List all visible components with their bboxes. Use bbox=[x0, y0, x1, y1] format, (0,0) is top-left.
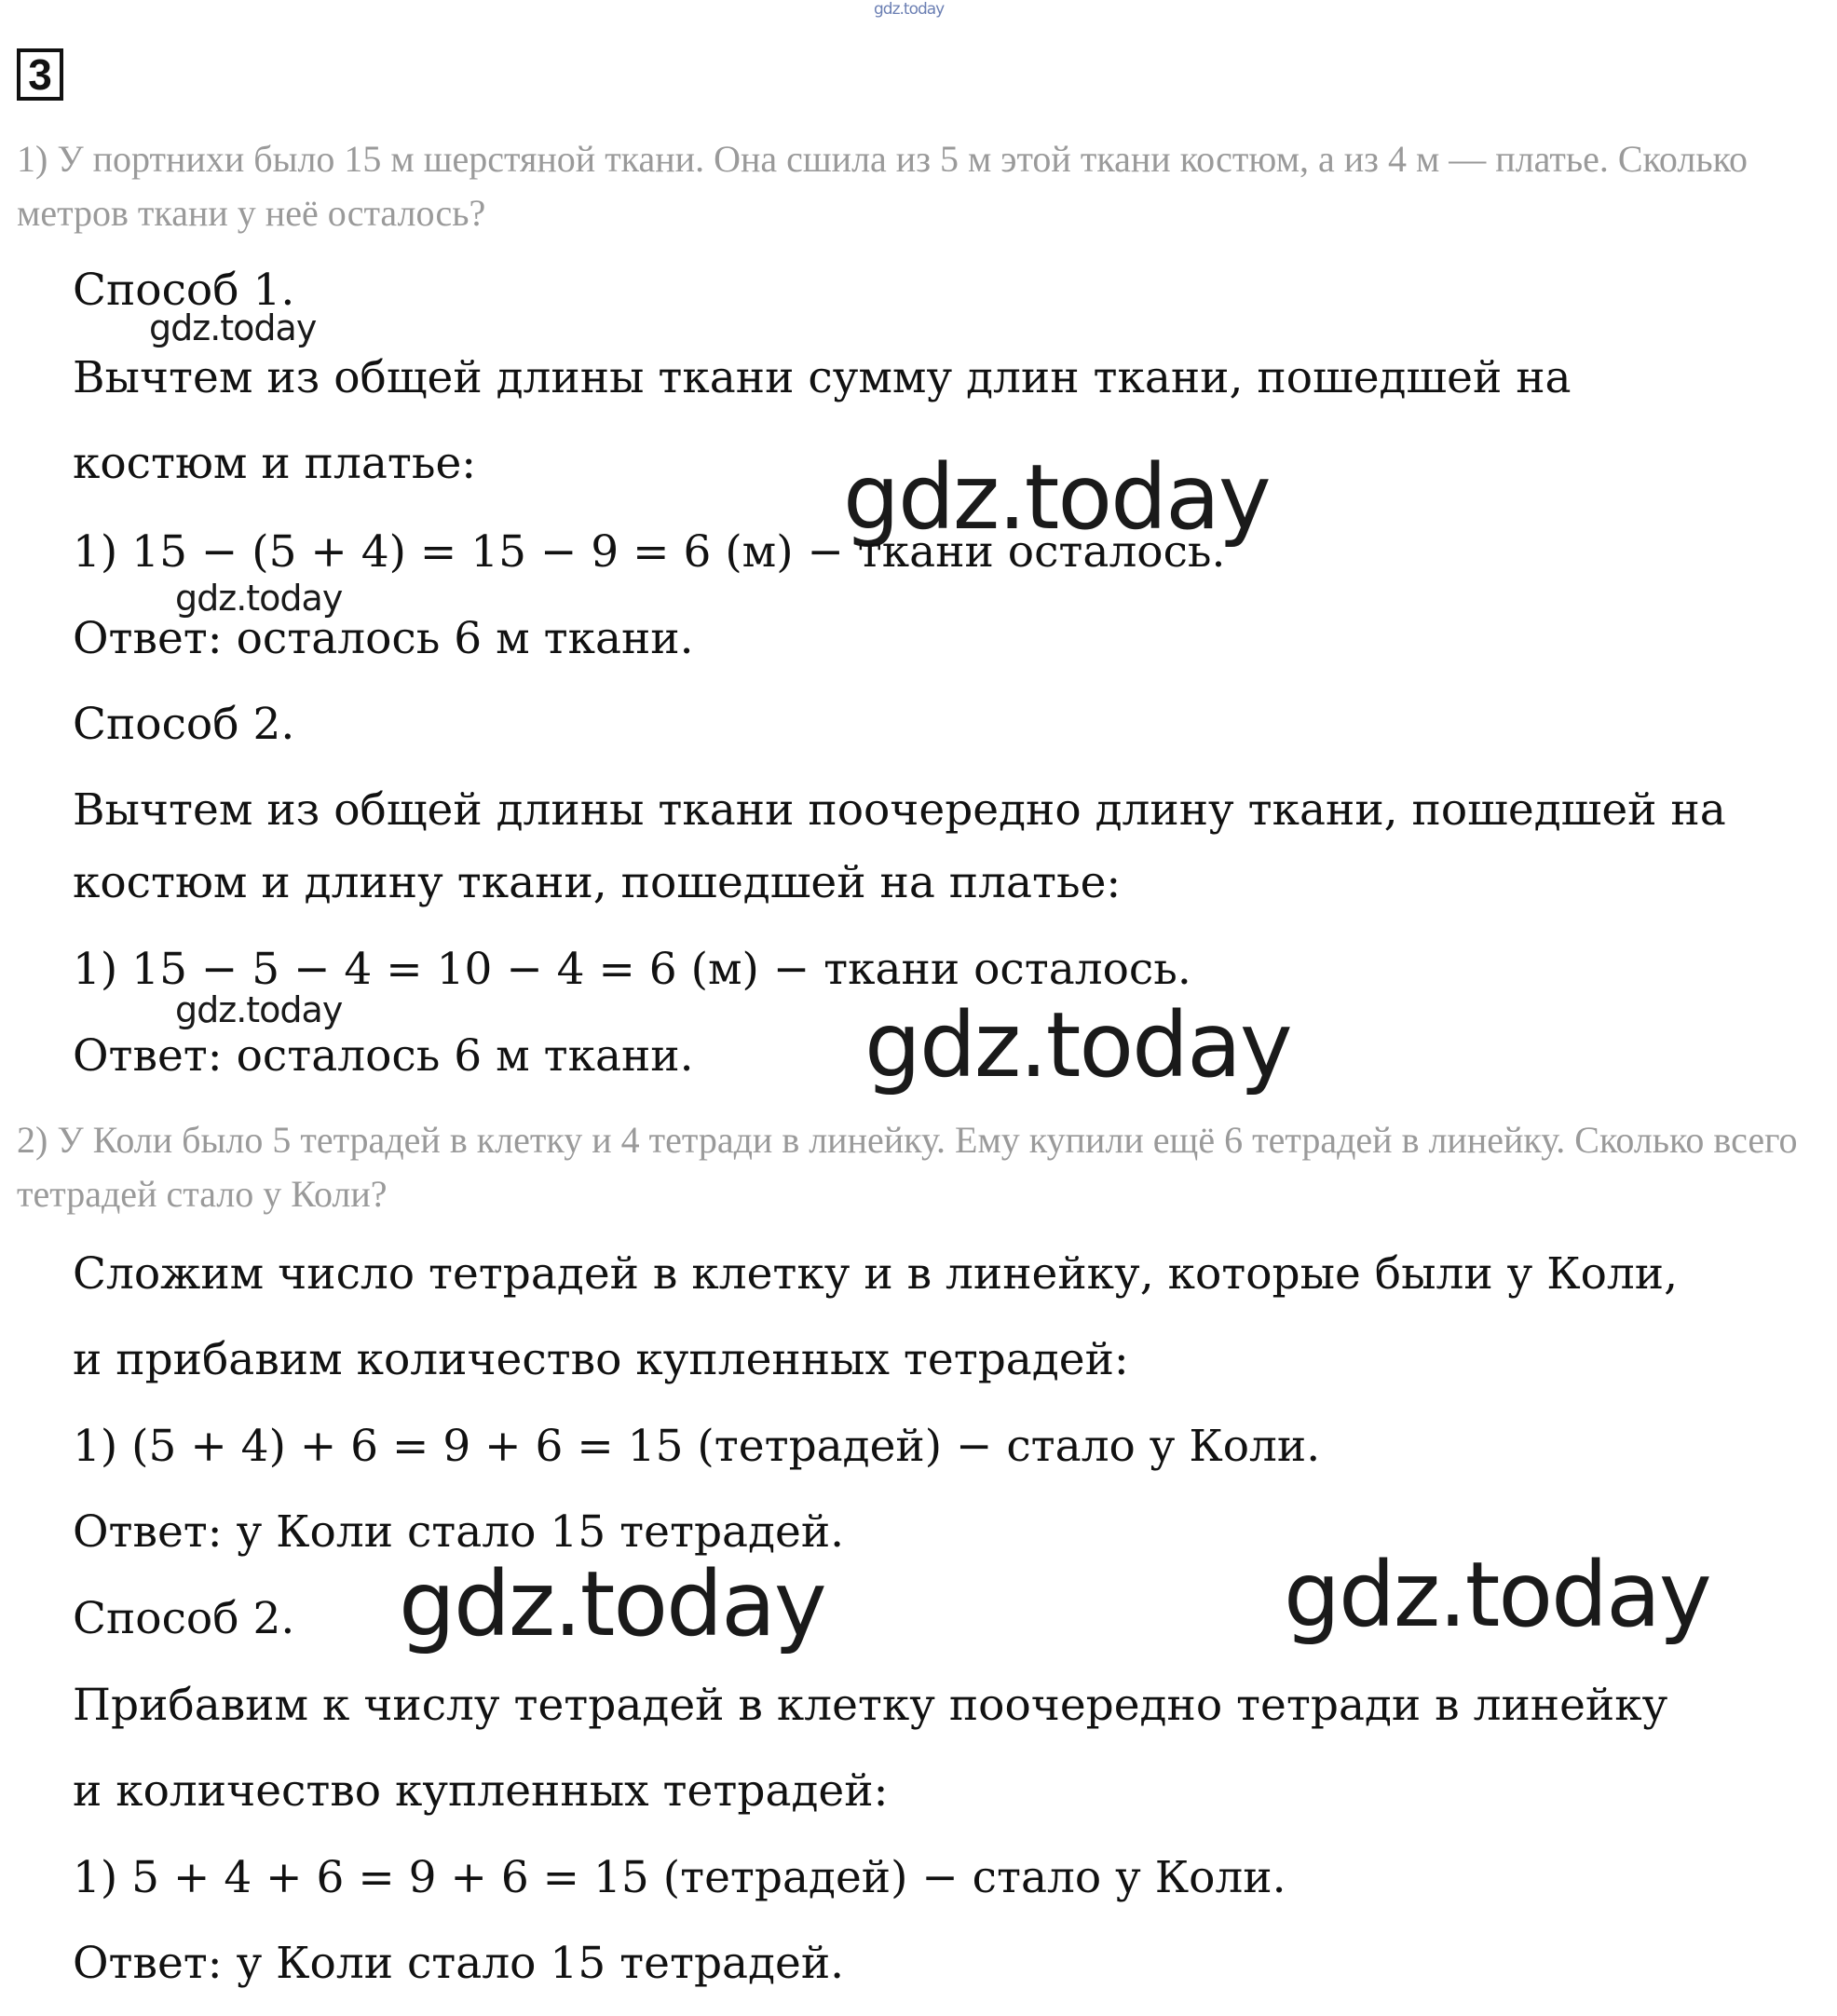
watermark: gdz.today bbox=[175, 578, 343, 619]
task-2-method-2-description-line-1: Прибавим к числу тетрадей в клетку поочередно тетради в линейку bbox=[73, 1680, 1668, 1731]
method-1-description-line-1: Вычтем из общей длины ткани сумму длин ткани, пошедшей на bbox=[73, 352, 1572, 403]
watermark: gdz.today bbox=[864, 993, 1291, 1097]
method-1-title: Способ 1. bbox=[73, 265, 295, 316]
method-1-description-line-2: костюм и платье: bbox=[73, 438, 477, 489]
method-1-calculation: 1) 15 − (5 + 4) = 15 − 9 = 6 (м) − ткани осталось. bbox=[73, 526, 1226, 578]
method-1-answer: Ответ: осталось 6 м ткани. bbox=[73, 613, 694, 664]
task-2-method-2-title: Способ 2. bbox=[73, 1593, 295, 1644]
task-2-text: 2) У Коли было 5 тетрадей в клетку и 4 тетради в линейку. Ему купили ещё 6 тетрадей в линейку. Сколько всего тетрадей стало у Коли? bbox=[17, 1119, 1798, 1215]
task-2-answer: Ответ: у Коли стало 15 тетрадей. bbox=[73, 1506, 845, 1558]
task-2-calculation: 1) (5 + 4) + 6 = 9 + 6 = 15 (тетрадей) − стало у Коли. bbox=[73, 1421, 1321, 1472]
task-1-text: 1) У портнихи было 15 м шерстяной ткани. Она сшила из 5 м этой ткани костюм, а из 4 м — платье. Сколько метров ткани у неё осталось? bbox=[17, 138, 1749, 234]
exercise-number: 3 bbox=[17, 48, 63, 101]
watermark: gdz.today bbox=[399, 1552, 825, 1656]
method-2-calculation: 1) 15 − 5 − 4 = 10 − 4 = 6 (м) − ткани осталось. bbox=[73, 944, 1191, 995]
task-2-method-2-answer: Ответ: у Коли стало 15 тетрадей. bbox=[73, 1938, 845, 1989]
header-watermark: gdz.today bbox=[874, 0, 945, 19]
task-2-method-2-description-line-2: и количество купленных тетрадей: bbox=[73, 1765, 889, 1817]
watermark: gdz.today bbox=[843, 445, 1270, 550]
watermark: gdz.today bbox=[149, 307, 317, 348]
watermark: gdz.today bbox=[175, 989, 343, 1030]
task-2-description-line-1: Сложим число тетрадей в клетку и в линейку, которые были у Коли, bbox=[73, 1248, 1679, 1300]
watermark: gdz.today bbox=[1284, 1543, 1710, 1647]
task-2-method-2-calculation: 1) 5 + 4 + 6 = 9 + 6 = 15 (тетрадей) − стало у Коли. bbox=[73, 1852, 1286, 1903]
method-2-answer: Ответ: осталось 6 м ткани. bbox=[73, 1030, 694, 1082]
method-2-title: Способ 2. bbox=[73, 699, 295, 750]
method-2-description-line-2: костюм и длину ткани, пошедшей на платье: bbox=[73, 857, 1122, 908]
method-2-description-line-1: Вычтем из общей длины ткани поочередно длину ткани, пошедшей на bbox=[73, 784, 1726, 836]
task-2-description-line-2: и прибавим количество купленных тетрадей: bbox=[73, 1334, 1129, 1385]
